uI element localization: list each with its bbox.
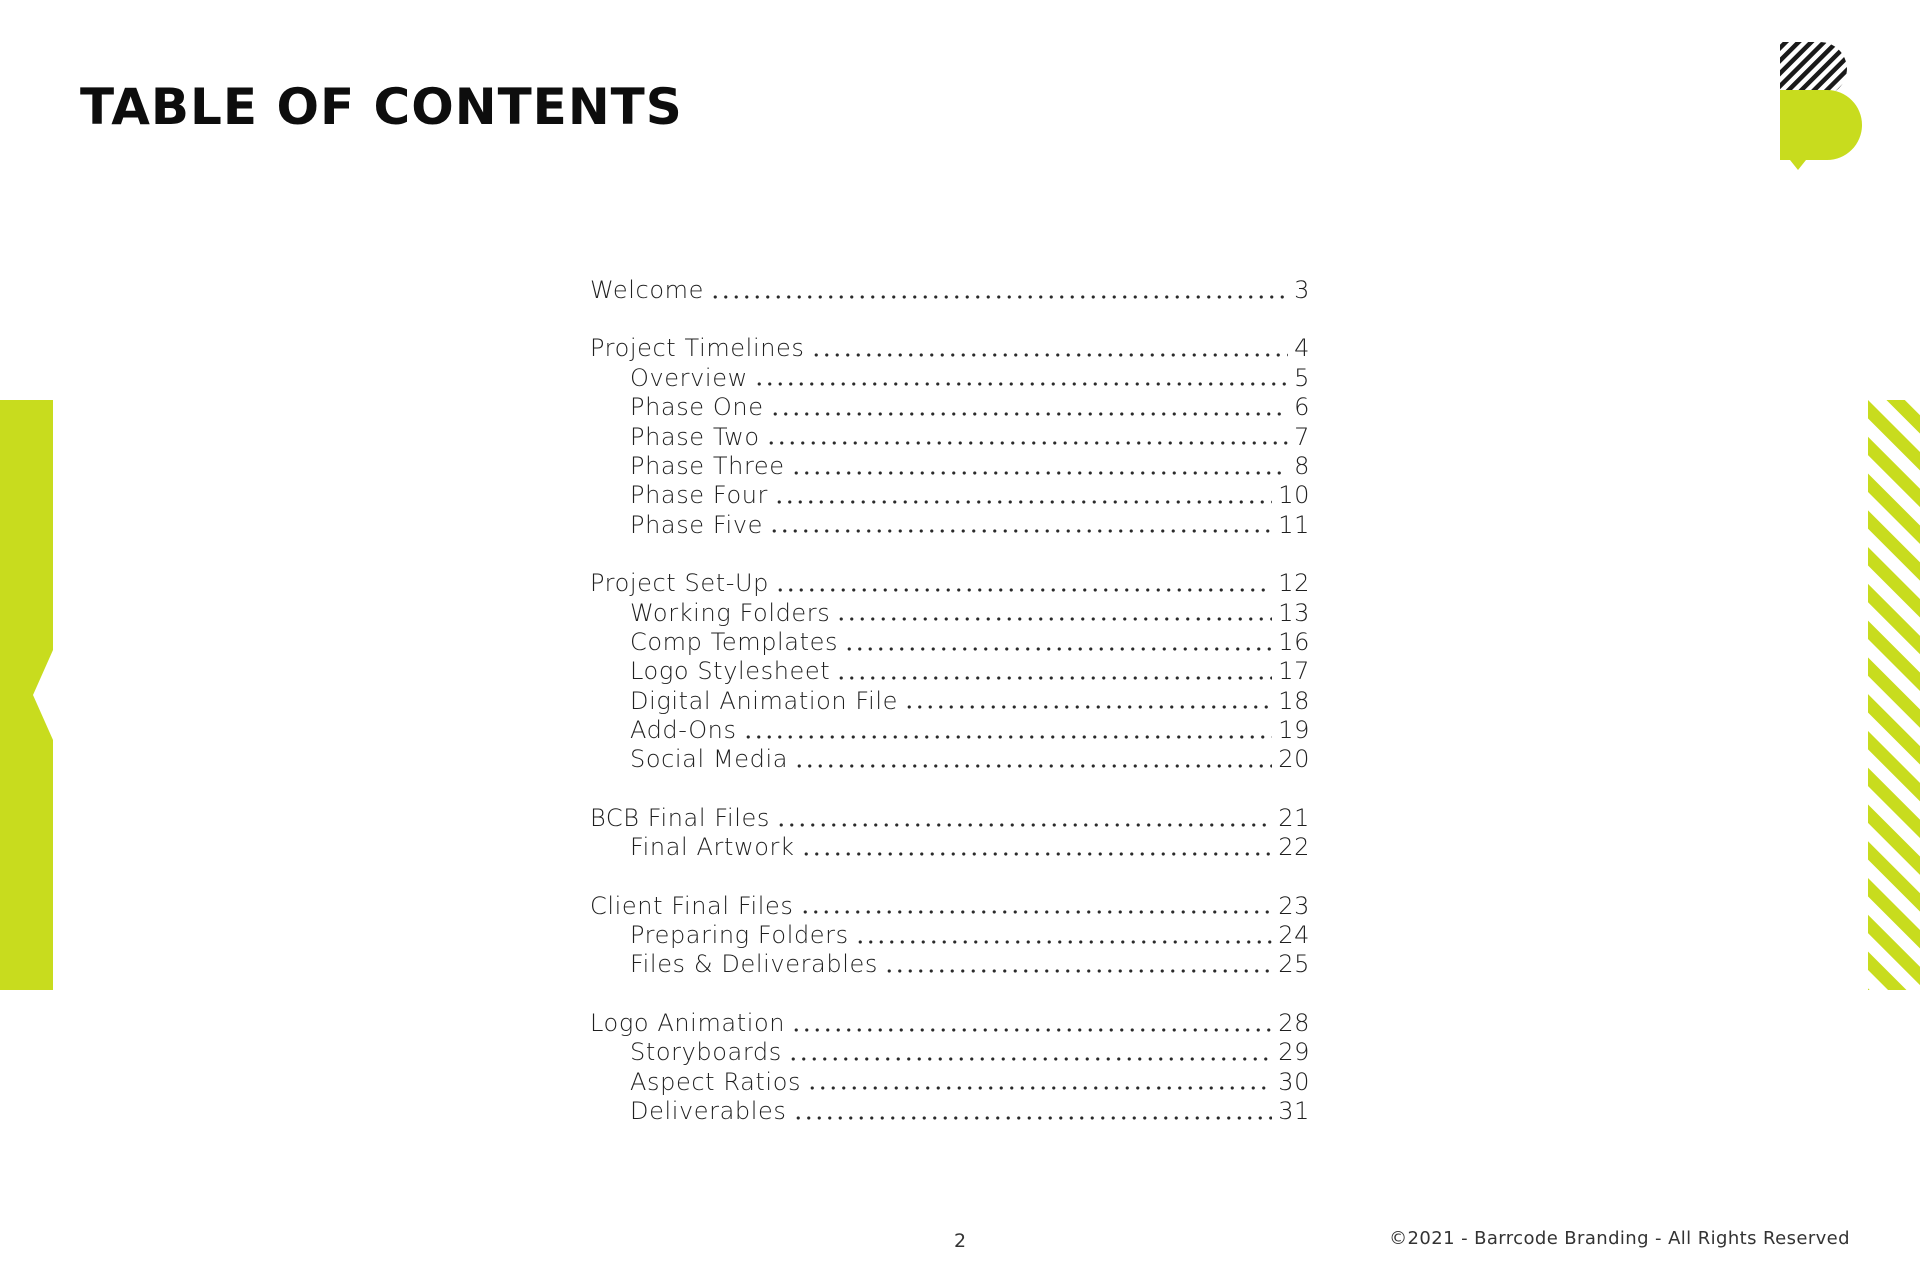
right-striped-bar xyxy=(1868,400,1920,990)
toc-section xyxy=(590,804,1310,863)
dot-leader xyxy=(769,528,1272,534)
dot-leader xyxy=(774,499,1272,505)
dot-leader xyxy=(766,440,1288,446)
toc-entry-page: 6 xyxy=(1294,393,1310,422)
dot-leader xyxy=(800,909,1273,915)
toc-subentry[interactable] xyxy=(590,599,1310,628)
toc-entry-label: Working Folders xyxy=(630,598,831,627)
toc-subentry[interactable] xyxy=(590,393,1310,422)
toc-entry-label: Logo Stylesheet xyxy=(630,657,831,686)
toc-subentry[interactable] xyxy=(590,833,1310,862)
dot-leader xyxy=(776,822,1272,828)
dot-leader xyxy=(807,1085,1272,1091)
toc-subentry[interactable] xyxy=(590,1038,1310,1067)
toc-entry-page: 4 xyxy=(1294,334,1310,363)
dot-leader xyxy=(793,1115,1273,1121)
toc-subentry[interactable] xyxy=(590,1068,1310,1097)
toc-entry-label: Project Timelines xyxy=(590,334,805,363)
toc-subentry[interactable] xyxy=(590,657,1310,686)
dot-leader xyxy=(754,381,1288,387)
toc-entry[interactable] xyxy=(590,1009,1310,1038)
toc-subentry[interactable] xyxy=(590,423,1310,452)
toc-entry-label: Phase Five xyxy=(630,510,763,539)
toc-entry-page: 11 xyxy=(1278,510,1310,539)
dot-leader xyxy=(904,704,1272,710)
dot-leader xyxy=(770,411,1289,417)
toc-entry-page: 22 xyxy=(1278,833,1310,862)
toc-entry-page: 13 xyxy=(1278,598,1310,627)
toc-entry-page: 16 xyxy=(1278,627,1310,656)
toc-entry-label: Overview xyxy=(630,363,748,392)
dot-leader xyxy=(791,470,1288,476)
toc-entry-page: 24 xyxy=(1278,921,1310,950)
toc-section xyxy=(590,1009,1310,1127)
toc-entry-page: 19 xyxy=(1278,716,1310,745)
toc-subentry[interactable] xyxy=(590,452,1310,481)
dot-leader xyxy=(801,851,1273,857)
toc-entry-label: Digital Animation File xyxy=(630,686,898,715)
toc-subentry[interactable] xyxy=(590,716,1310,745)
page-number: 2 xyxy=(953,1230,967,1252)
toc-entry-page: 20 xyxy=(1278,745,1310,774)
dot-leader xyxy=(884,968,1272,974)
dot-leader xyxy=(791,1027,1272,1033)
toc-entry-label: Project Set-Up xyxy=(590,569,770,598)
toc-entry-label: Preparing Folders xyxy=(630,921,849,950)
toc-entry-label: Deliverables xyxy=(630,1096,787,1125)
toc-entry-page: 12 xyxy=(1278,569,1310,598)
dot-leader xyxy=(794,763,1272,769)
copyright-notice: ©2021 - Barrcode Branding - All Rights Reserved xyxy=(1389,1228,1850,1249)
toc-entry-label: Add-Ons xyxy=(630,716,737,745)
toc-section xyxy=(590,276,1310,305)
toc-entry-page: 31 xyxy=(1278,1096,1310,1125)
toc-subentry[interactable] xyxy=(590,628,1310,657)
toc-entry-page: 7 xyxy=(1294,422,1310,451)
dot-leader xyxy=(743,734,1273,740)
toc-subentry[interactable] xyxy=(590,921,1310,950)
toc-entry-page: 8 xyxy=(1294,451,1310,480)
toc-entry-page: 18 xyxy=(1278,686,1310,715)
toc-entry-label: Client Final Files xyxy=(590,891,794,920)
toc-entry-page: 5 xyxy=(1294,363,1310,392)
toc-subentry[interactable] xyxy=(590,745,1310,774)
toc-entry-label: Final Artwork xyxy=(630,833,795,862)
page-title: TABLE OF CONTENTS xyxy=(80,78,683,136)
left-accent-bar xyxy=(0,400,53,990)
toc-subentry[interactable] xyxy=(590,511,1310,540)
toc-entry-page: 3 xyxy=(1294,276,1310,304)
toc-entry-label: Files & Deliverables xyxy=(630,950,878,979)
toc-entry-label: Phase Three xyxy=(630,451,785,480)
toc-entry[interactable] xyxy=(590,804,1310,833)
table-of-contents xyxy=(590,276,1310,1155)
toc-entry-page: 28 xyxy=(1278,1008,1310,1037)
toc-section xyxy=(590,892,1310,980)
toc-entry-label: Comp Templates xyxy=(630,627,839,656)
toc-section xyxy=(590,334,1310,540)
dot-leader xyxy=(844,646,1272,652)
toc-entry-label: Welcome xyxy=(590,276,704,304)
dot-leader xyxy=(775,587,1272,593)
toc-entry[interactable] xyxy=(590,276,1310,305)
toc-section xyxy=(590,569,1310,775)
dot-leader xyxy=(836,675,1272,681)
barrcode-logo-icon xyxy=(1772,40,1862,172)
toc-entry[interactable] xyxy=(590,569,1310,598)
toc-entry-page: 17 xyxy=(1278,657,1310,686)
toc-subentry[interactable] xyxy=(590,950,1310,979)
dot-leader xyxy=(811,352,1289,358)
dot-leader xyxy=(855,939,1273,945)
toc-entry-label: Social Media xyxy=(630,745,789,774)
toc-entry-label: Storyboards xyxy=(630,1038,782,1067)
toc-subentry[interactable] xyxy=(590,1097,1310,1126)
dot-leader xyxy=(836,616,1272,622)
toc-entry-label: Phase Four xyxy=(630,481,768,510)
dot-leader xyxy=(788,1056,1272,1062)
toc-entry-page: 23 xyxy=(1278,891,1310,920)
toc-entry-label: Logo Animation xyxy=(590,1008,786,1037)
toc-entry[interactable] xyxy=(590,892,1310,921)
toc-entry-label: Phase One xyxy=(630,393,764,422)
toc-entry-label: BCB Final Files xyxy=(590,803,770,832)
toc-entry-page: 25 xyxy=(1278,950,1310,979)
toc-entry-label: Phase Two xyxy=(630,422,760,451)
toc-subentry[interactable] xyxy=(590,481,1310,510)
toc-subentry[interactable] xyxy=(590,364,1310,393)
toc-entry[interactable] xyxy=(590,334,1310,363)
toc-subentry[interactable] xyxy=(590,687,1310,716)
dot-leader xyxy=(710,294,1288,300)
toc-entry-page: 30 xyxy=(1278,1067,1310,1096)
toc-entry-label: Aspect Ratios xyxy=(630,1067,802,1096)
toc-entry-page: 21 xyxy=(1278,803,1310,832)
toc-entry-page: 10 xyxy=(1278,481,1310,510)
toc-entry-page: 29 xyxy=(1278,1038,1310,1067)
